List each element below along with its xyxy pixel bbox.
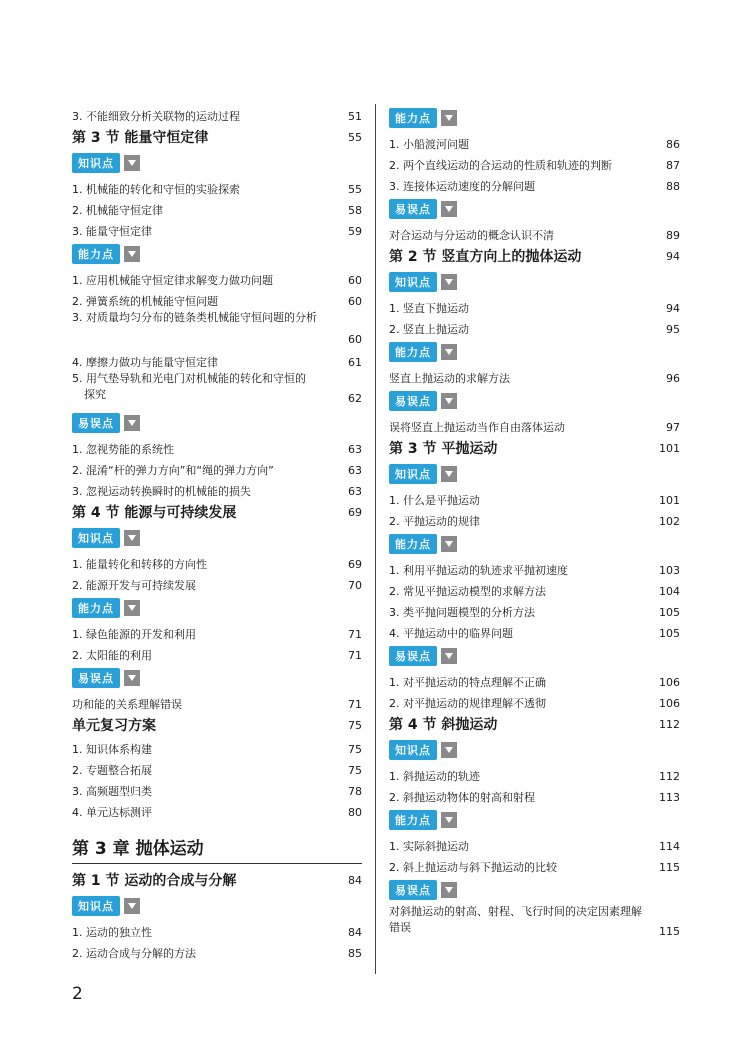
toc-entry[interactable]: 4. 摩擦力做功与能量守恒定律 61 [72, 356, 362, 369]
column-divider [375, 104, 376, 974]
toc-entry[interactable]: 2. 竖直上抛运动 95 [389, 323, 680, 336]
toc-entry[interactable]: 1. 机械能的转化和守恒的实验探索 55 [72, 183, 362, 196]
toc-entry[interactable]: 1. 斜抛运动的轨迹 112 [389, 770, 680, 783]
toc-left-column [72, 104, 362, 962]
toc-entry[interactable]: 2. 常见平抛运动模型的求解方法 104 [389, 585, 680, 598]
chevron-down-icon [441, 648, 457, 664]
mistake-tag: 易误点 [72, 667, 362, 689]
page-number: 2 [72, 984, 83, 1004]
chevron-down-icon [441, 344, 457, 360]
toc-entry[interactable]: 3. 能量守恒定律 59 [72, 225, 362, 238]
toc-entry[interactable]: 4. 单元达标测评 80 [72, 806, 362, 819]
section-heading[interactable]: 第 4 节 能源与可持续发展 69 [72, 505, 362, 521]
mistake-tag: 易误点 [389, 198, 680, 220]
toc-entry[interactable]: 3. 连接体运动速度的分解问题 88 [389, 180, 680, 193]
chevron-down-icon [441, 812, 457, 828]
toc-entry[interactable]: 1. 什么是平抛运动 101 [389, 494, 680, 507]
knowledge-tag: 知识点 [389, 739, 680, 761]
toc-entry[interactable]: 3. 高频题型归类 78 [72, 785, 362, 798]
toc-entry[interactable]: 1. 应用机械能守恒定律求解变力做功问题 60 [72, 274, 362, 287]
chevron-down-icon [441, 201, 457, 217]
toc-entry[interactable]: 竖直上抛运动的求解方法 96 [389, 372, 680, 385]
toc-entry[interactable]: 1. 能量转化和转移的方向性 69 [72, 558, 362, 571]
ability-tag: 能力点 [389, 533, 680, 555]
chapter-heading[interactable]: 第 3 章 抛体运动 [72, 829, 362, 864]
mistake-tag: 易误点 [389, 879, 680, 901]
chevron-down-icon [441, 742, 457, 758]
ability-tag: 能力点 [389, 107, 680, 129]
toc-entry[interactable]: 2. 斜上抛运动与斜下抛运动的比较 115 [389, 861, 680, 874]
chevron-down-icon [124, 670, 140, 686]
chevron-down-icon [441, 466, 457, 482]
toc-entry[interactable]: 功和能的关系理解错误 71 [72, 698, 362, 711]
toc-entry[interactable]: 误将竖直上抛运动当作自由落体运动 97 [389, 421, 680, 434]
ability-tag: 能力点 [72, 597, 362, 619]
toc-entry[interactable]: 1. 实际斜抛运动 114 [389, 840, 680, 853]
toc-entry[interactable]: 3. 不能细致分析关联物的运动过程 51 [72, 110, 362, 123]
toc-entry[interactable]: 2. 混淆“杆的弹力方向”和“绳的弹力方向” 63 [72, 464, 362, 477]
chevron-down-icon [441, 274, 457, 290]
chevron-down-icon [441, 110, 457, 126]
toc-entry[interactable]: 1. 对平抛运动的特点理解不正确 106 [389, 676, 680, 689]
knowledge-tag: 知识点 [389, 271, 680, 293]
toc-entry[interactable]: 2. 两个直线运动的合运动的性质和轨迹的判断 87 [389, 159, 680, 172]
section-heading[interactable]: 第 4 节 斜抛运动 112 [389, 717, 680, 733]
toc-entry[interactable]: 2. 能源开发与可持续发展 70 [72, 579, 362, 592]
section-heading[interactable]: 单元复习方案 75 [72, 718, 362, 734]
toc-entry[interactable]: 2. 平抛运动的规律 102 [389, 515, 680, 528]
chevron-down-icon [124, 530, 140, 546]
chevron-down-icon [124, 600, 140, 616]
section-heading[interactable]: 第 1 节 运动的合成与分解 84 [72, 873, 362, 889]
toc-entry[interactable]: 2. 弹簧系统的机械能守恒问题 60 [72, 295, 362, 308]
mistake-tag: 易误点 [72, 412, 362, 434]
toc-entry[interactable]: 对合运动与分运动的概念认识不清 89 [389, 229, 680, 242]
knowledge-tag: 知识点 [72, 527, 362, 549]
chevron-down-icon [441, 882, 457, 898]
toc-entry[interactable]: 4. 平抛运动中的临界问题 105 [389, 627, 680, 640]
toc-entry[interactable]: 3. 忽视运动转换瞬时的机械能的损失 63 [72, 485, 362, 498]
chevron-down-icon [441, 536, 457, 552]
section-heading[interactable]: 第 3 节 能量守恒定律 55 [72, 130, 362, 146]
knowledge-tag: 知识点 [389, 463, 680, 485]
knowledge-tag: 知识点 [72, 152, 362, 174]
mistake-tag: 易误点 [389, 645, 680, 667]
chevron-down-icon [124, 415, 140, 431]
toc-entry[interactable]: 2. 斜抛运动物体的射高和射程 113 [389, 791, 680, 804]
knowledge-tag: 知识点 [72, 895, 362, 917]
toc-entry[interactable]: 2. 太阳能的利用 71 [72, 649, 362, 662]
toc-entry[interactable]: 2. 对平抛运动的规律理解不透彻 106 [389, 697, 680, 710]
toc-entry[interactable]: 5. 用气垫导轨和光电门对机械能的转化和守恒的 探究 62 [72, 372, 362, 405]
chevron-down-icon [124, 246, 140, 262]
ability-tag: 能力点 [389, 809, 680, 831]
ability-tag: 能力点 [389, 341, 680, 363]
chevron-down-icon [441, 393, 457, 409]
toc-entry[interactable]: 1. 忽视势能的系统性 63 [72, 443, 362, 456]
toc-entry[interactable]: 1. 小船渡河问题 86 [389, 138, 680, 151]
toc-entry[interactable]: 对斜抛运动的射高、射程、飞行时间的决定因素理解 错误 115 [389, 905, 680, 938]
chevron-down-icon [124, 155, 140, 171]
ability-tag: 能力点 [72, 243, 362, 265]
toc-entry[interactable]: 1. 绿色能源的开发和利用 71 [72, 628, 362, 641]
toc-entry[interactable]: 1. 竖直下抛运动 94 [389, 302, 680, 315]
toc-entry[interactable]: 2. 专题整合拓展 75 [72, 764, 362, 777]
chevron-down-icon [124, 898, 140, 914]
toc-entry[interactable]: 3. 类平抛问题模型的分析方法 105 [389, 606, 680, 619]
mistake-tag: 易误点 [389, 390, 680, 412]
section-heading[interactable]: 第 3 节 平抛运动 101 [389, 441, 680, 457]
toc-right-column [389, 104, 680, 942]
toc-entry[interactable]: 1. 知识体系构建 75 [72, 743, 362, 756]
section-heading[interactable]: 第 2 节 竖直方向上的抛体运动 94 [389, 249, 680, 265]
toc-entry[interactable]: 3. 对质量均匀分布的链条类机械能守恒问题的分析 60 [72, 311, 362, 346]
toc-entry[interactable]: 2. 运动合成与分解的方法 85 [72, 947, 362, 960]
toc-entry[interactable]: 2. 机械能守恒定律 58 [72, 204, 362, 217]
toc-entry[interactable]: 1. 运动的独立性 84 [72, 926, 362, 939]
toc-entry[interactable]: 1. 利用平抛运动的轨迹求平抛初速度 103 [389, 564, 680, 577]
